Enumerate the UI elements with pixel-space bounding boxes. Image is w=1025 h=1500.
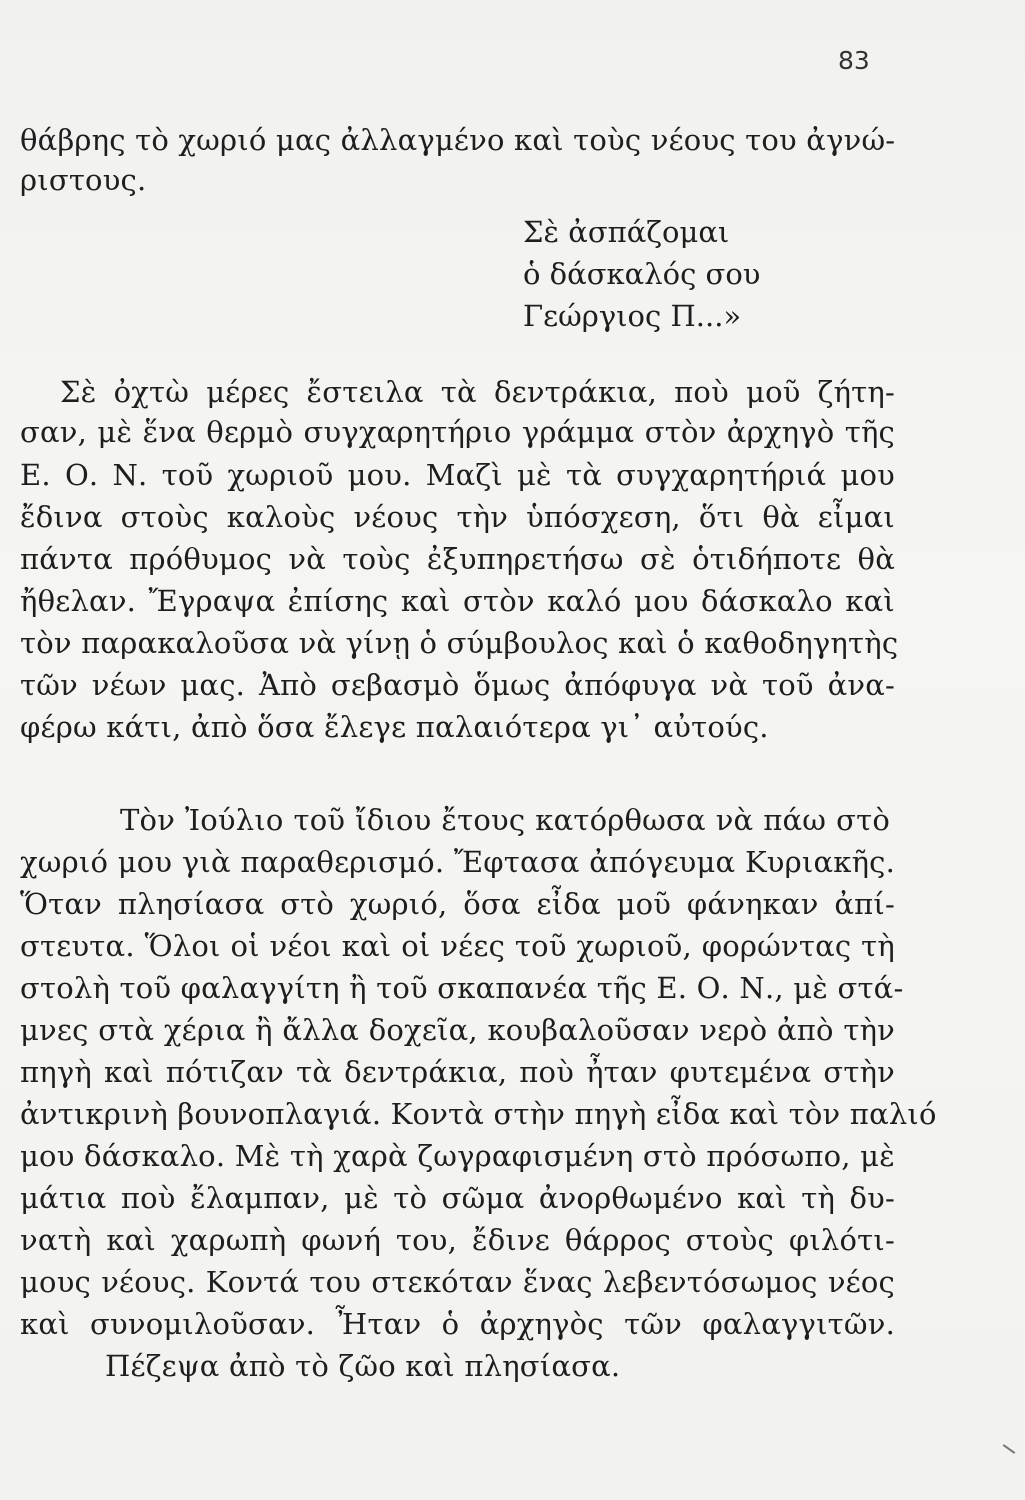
text-line: θάβρης τὸ χωριό μας ἀλλαγμένο καὶ τοὺς νέους του ἀγνώ- xyxy=(20,123,896,157)
paragraph-line: στευτα. Ὅλοι οἱ νέοι καὶ οἱ νέες τοῦ χωριοῦ, φορώντας τὴ xyxy=(20,929,895,963)
paragraph-line: τὸν παρακαλοῦσα νὰ γίνῃ ὁ σύμβουλος καὶ ὁ καθοδηγητὴς xyxy=(20,626,899,660)
paragraph-line: στολὴ τοῦ φαλαγγίτη ἢ τοῦ σκαπανέα τῆς Ε. Ο. Ν., μὲ στά- xyxy=(20,971,904,1005)
text-line: ριστους. xyxy=(20,163,147,197)
paragraph-line: χωριό μου γιὰ παραθερισμό. Ἔφτασα ἀπόγευμα Κυριακῆς. xyxy=(20,845,895,879)
paragraph-line: Τὸν Ἰούλιο τοῦ ἴδιου ἔτους κατόρθωσα νὰ πάω στὸ xyxy=(120,803,890,837)
paragraph-line: Σὲ ὀχτὼ μέρες ἔστειλα τὰ δεντράκια, ποὺ μοῦ ζήτη- xyxy=(60,375,895,409)
paragraph-line: μάτια ποὺ ἔλαμπαν, μὲ τὸ σῶμα ἀνορθωμένο καὶ τὴ δυ- xyxy=(20,1181,895,1215)
paragraph-line: ἤθελαν. Ἔγραψα ἐπίσης καὶ στὸν καλό μου δάσκαλο καὶ xyxy=(20,584,895,618)
paragraph-line: μνες στὰ χέρια ἢ ἄλλα δοχεῖα, κουβαλοῦσαν νερὸ ἀπὸ τὴν xyxy=(20,1013,895,1047)
paragraph-line: Ὅταν πλησίασα στὸ χωριό, ὅσα εἶδα μοῦ φάνηκαν ἀπί- xyxy=(20,887,895,921)
scan-mark xyxy=(1003,1444,1016,1454)
paragraph-line: νατὴ καὶ χαρωπὴ φωνή του, ἔδινε θάρρος στοὺς φιλότι- xyxy=(20,1223,895,1257)
paragraph-line: πηγὴ καὶ πότιζαν τὰ δεντράκια, ποὺ ἦταν φυτεμένα στὴν xyxy=(20,1055,895,1089)
paragraph-line: φέρω κάτι, ἀπὸ ὅσα ἔλεγε παλαιότερα γι᾽ αὐτούς. xyxy=(20,710,769,744)
signature-greeting: Σὲ ἀσπάζομαι xyxy=(523,215,730,249)
signature-title: ὁ δάσκαλός σου xyxy=(523,257,761,291)
paragraph-line: τῶν νέων μας. Ἀπὸ σεβασμὸ ὅμως ἀπόφυγα νὰ τοῦ ἀνα- xyxy=(20,668,895,702)
paragraph-line: καὶ συνομιλοῦσαν. Ἦταν ὁ ἀρχηγὸς τῶν φαλαγγιτῶν. xyxy=(20,1307,895,1341)
paragraph-line: ἔδινα στοὺς καλοὺς νέους τὴν ὑπόσχεση, ὅτι θὰ εἶμαι xyxy=(20,500,895,534)
page-number: 83 xyxy=(838,46,870,75)
signature-name: Γεώργιος Π...» xyxy=(523,299,742,333)
paragraph-line: πάντα πρόθυμος νὰ τοὺς ἐξυπηρετήσω σὲ ὁτιδήποτε θὰ xyxy=(20,542,895,576)
paragraph-line: Πέζεψα ἀπὸ τὸ ζῶο καὶ πλησίασα. xyxy=(105,1349,621,1383)
paragraph-line: ἀντικρινὴ βουνοπλαγιά. Κοντὰ στὴν πηγὴ εἶδα καὶ τὸν παλιό xyxy=(20,1097,937,1131)
paragraph-line: μου δάσκαλο. Μὲ τὴ χαρὰ ζωγραφισμένη στὸ πρόσωπο, μὲ xyxy=(20,1139,895,1173)
paragraph-line: Ε. Ο. Ν. τοῦ χωριοῦ μου. Μαζὶ μὲ τὰ συγχαρητήριά μου xyxy=(20,458,895,492)
paragraph-line: σαν, μὲ ἕνα θερμὸ συγχαρητήριο γράμμα στὸν ἀρχηγὸ τῆς xyxy=(20,415,895,449)
paragraph-line: μους νέους. Κοντά του στεκόταν ἕνας λεβεντόσωμος νέος xyxy=(20,1265,895,1299)
